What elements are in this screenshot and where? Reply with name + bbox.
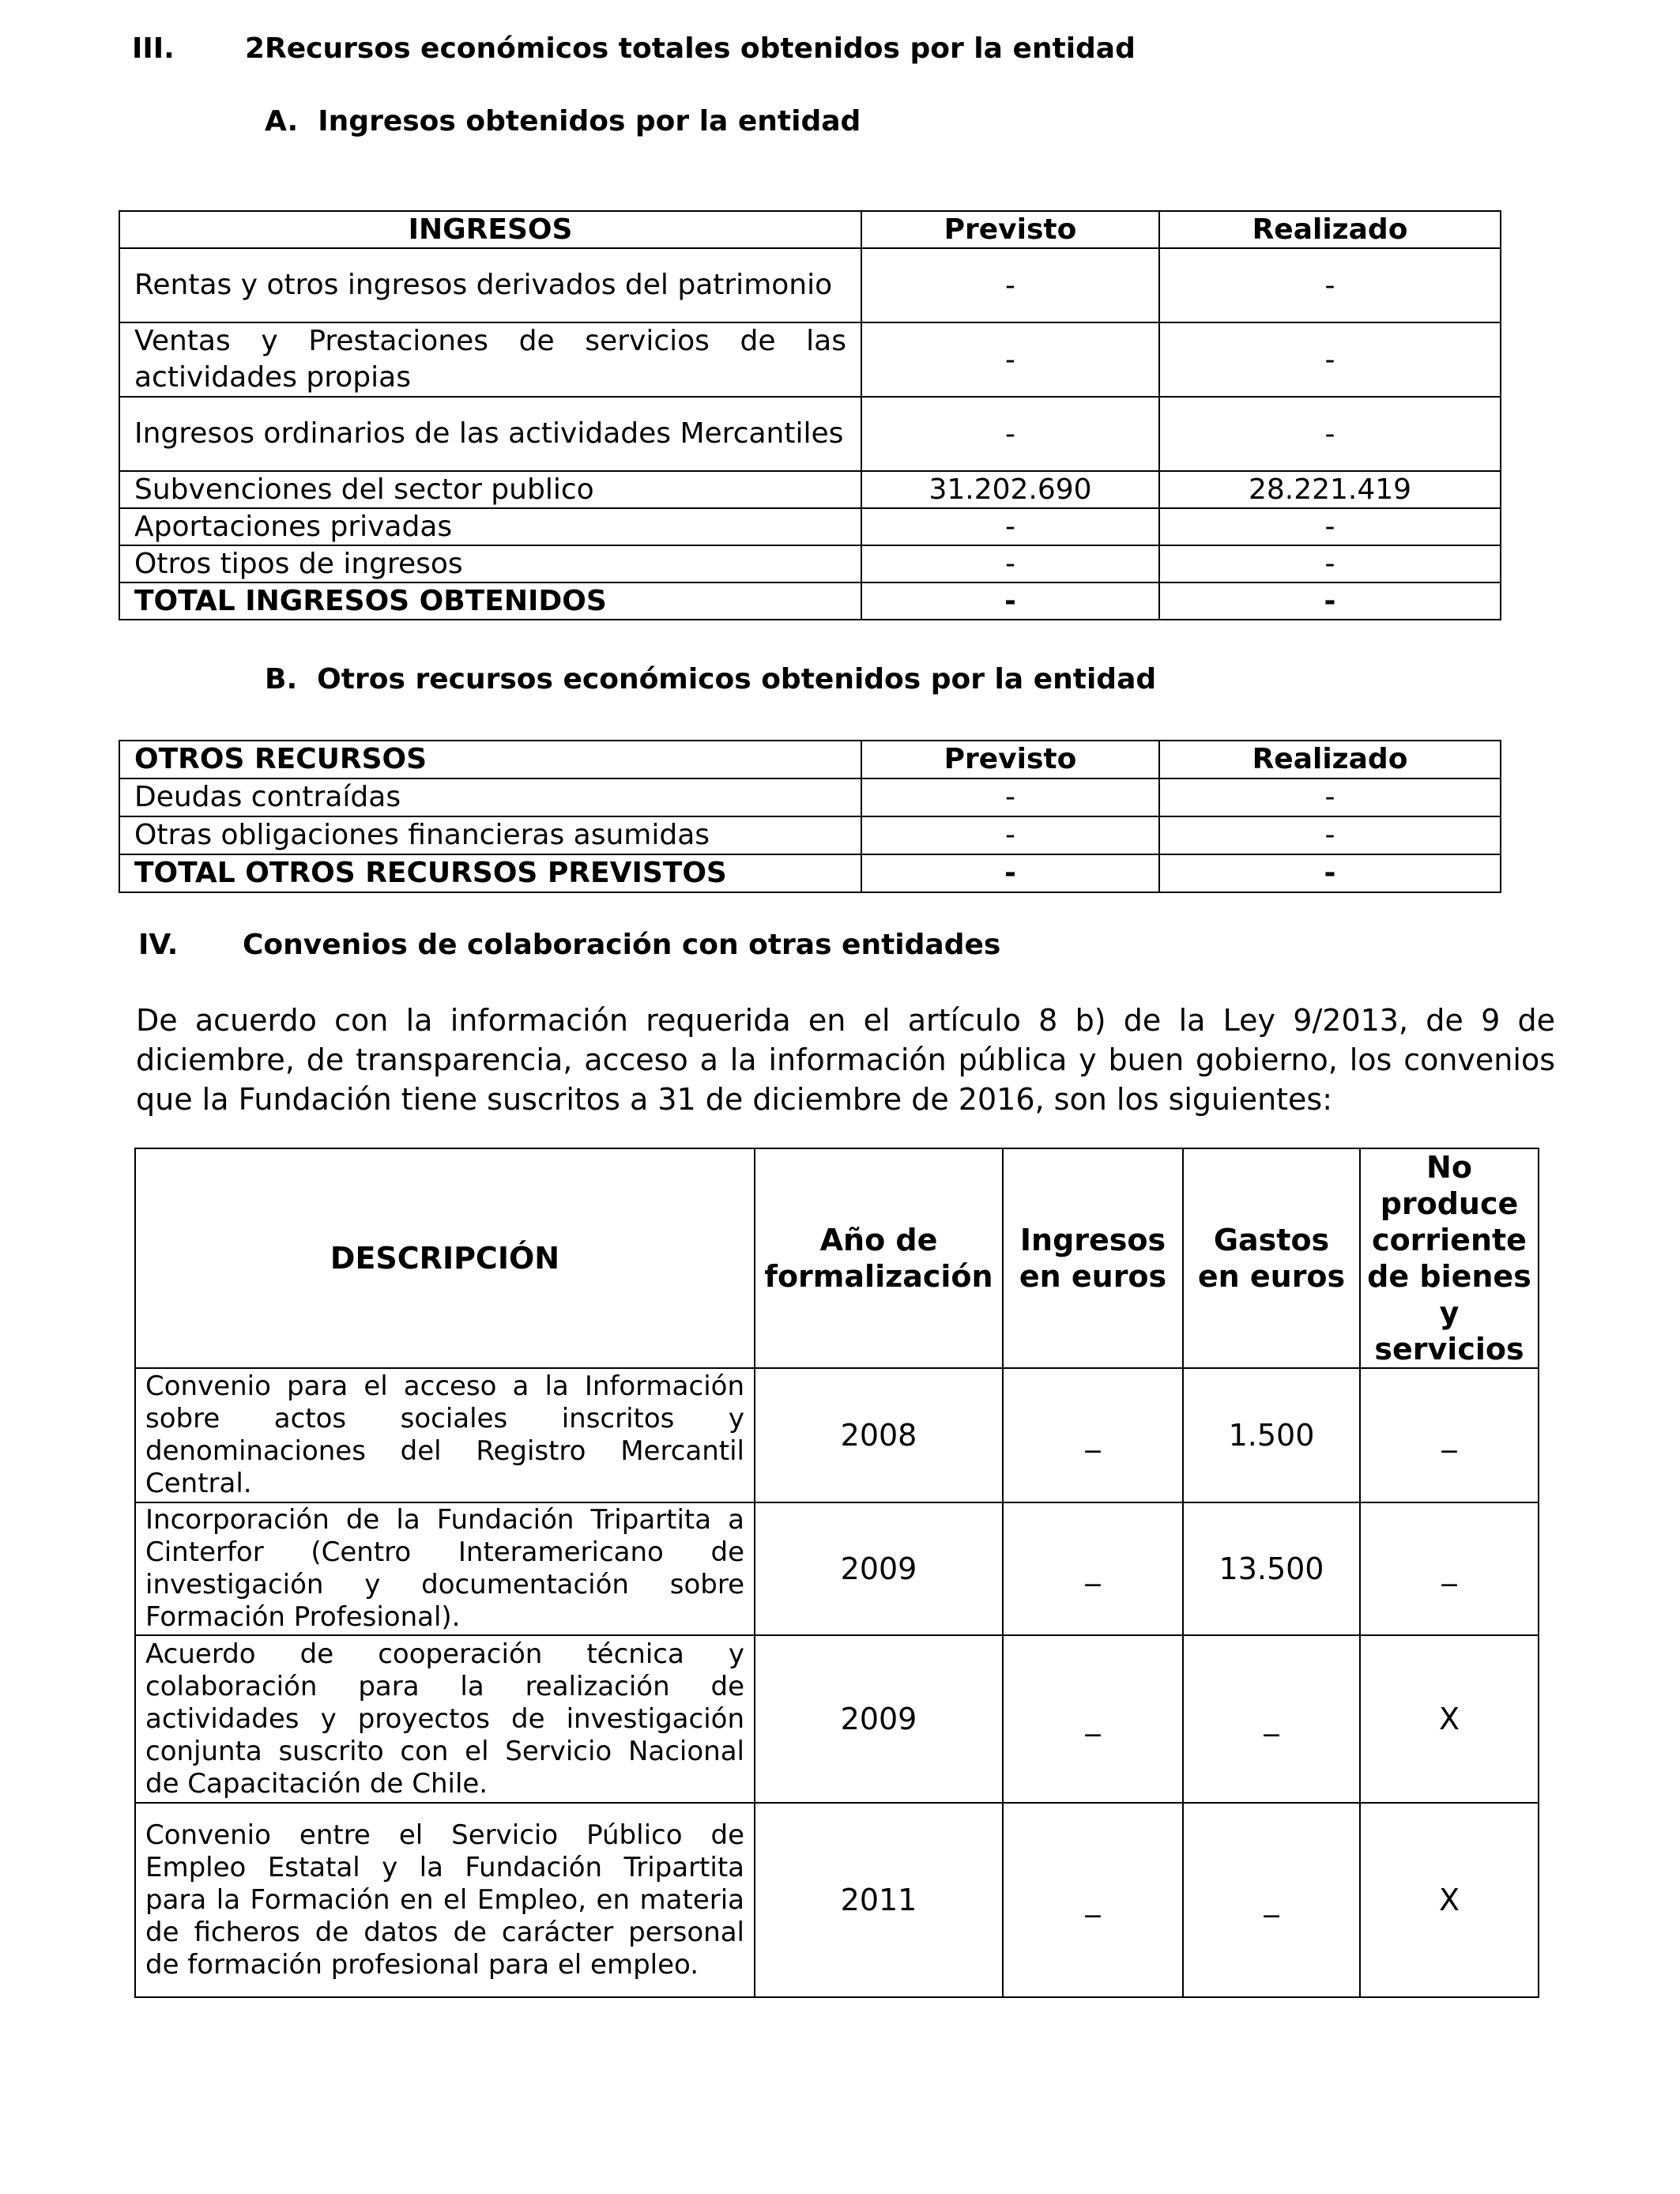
row-gastos: _ [1183,1803,1360,1997]
section-iii-number: III. [132,32,175,65]
row-gastos: 13.500 [1183,1502,1360,1635]
row-realizado: 28.221.419 [1159,471,1501,508]
row-previsto: - [861,545,1159,582]
row-descripcion: Convenio para el acceso a la Información sobre actos sociales inscritos y denominaciones del Registro Mercantil Central. [135,1368,755,1502]
row-label: Otros tipos de ingresos [119,545,861,582]
header-ingresos-euros: Ingresos en euros [1003,1148,1183,1368]
header-previsto: Previsto [861,741,1159,778]
row-previsto: - [861,248,1159,322]
row-realizado: - [1159,397,1501,471]
header-ingresos: INGRESOS [119,211,861,248]
row-previsto: - [861,816,1159,854]
ingresos-table [119,210,1501,620]
section-iii-heading [132,32,1136,66]
total-label: TOTAL OTROS RECURSOS PREVISTOS [119,854,861,892]
section-iv-title: Convenios de colaboración con otras entidades [243,929,1001,961]
row-previsto: - [861,322,1159,397]
row-no-produce: _ [1360,1502,1539,1635]
row-realizado: - [1159,322,1501,397]
header-descripcion: DESCRIPCIÓN [135,1148,755,1368]
section-iii-title: 2Recursos económicos totales obtenidos por la entidad [245,32,1136,65]
header-realizado: Realizado [1159,211,1501,248]
table-header-row [119,741,1501,778]
row-realizado: - [1159,778,1501,816]
row-label: Ventas y Prestaciones de servicios de las actividades propias [119,322,861,397]
table-row [119,816,1501,854]
header-realizado: Realizado [1159,741,1501,778]
table-row [135,1635,1539,1803]
row-label: Ingresos ordinarios de las actividades Mercantiles [119,397,861,471]
total-previsto: - [861,582,1159,620]
row-no-produce: _ [1360,1368,1539,1502]
row-previsto: 31.202.690 [861,471,1159,508]
row-label: Rentas y otros ingresos derivados del patrimonio [119,248,861,322]
row-ingresos: _ [1003,1803,1183,1997]
row-label: Otras obligaciones financieras asumidas [119,816,861,854]
row-realizado: - [1159,816,1501,854]
section-b-heading: B. Otros recursos económicos obtenidos por la entidad [265,663,1157,696]
otros-recursos-table [119,740,1501,893]
row-previsto: - [861,397,1159,471]
row-ingresos: _ [1003,1502,1183,1635]
row-descripcion: Incorporación de la Fundación Tripartita a Cinterfor (Centro Interamericano de investigación y documentación sobre Formación Profesional). [135,1502,755,1635]
table-header-row [119,211,1501,248]
table-row [119,778,1501,816]
row-label: Subvenciones del sector publico [119,471,861,508]
row-no-produce: X [1360,1803,1539,1997]
row-gastos: 1.500 [1183,1368,1360,1502]
header-otros-recursos: OTROS RECURSOS [119,741,861,778]
table-row [119,471,1501,508]
total-row [119,854,1501,892]
row-ano: 2009 [755,1502,1003,1635]
row-ingresos: _ [1003,1635,1183,1803]
convenios-paragraph: De acuerdo con la información requerida en el artículo 8 b) de la Ley 9/2013, de 9 de diciembre, de transparencia, acceso a la información pública y buen gobierno, los convenios que la Fundación tiene suscritos a 31 de diciembre de 2016, son los siguientes: [136,1003,1555,1117]
header-gastos-euros: Gastos en euros [1183,1148,1360,1368]
row-label: Deudas contraídas [119,778,861,816]
table-row [119,248,1501,322]
total-realizado: - [1159,854,1501,892]
table-header-row [135,1148,1539,1368]
table-row [119,545,1501,582]
row-realizado: - [1159,508,1501,545]
table-row [135,1368,1539,1502]
convenios-table [134,1148,1539,1998]
header-no-produce-corriente: No produce corriente de bienes y servicios [1360,1148,1539,1368]
row-ano: 2009 [755,1635,1003,1803]
total-previsto: - [861,854,1159,892]
total-realizado: - [1159,582,1501,620]
row-gastos: _ [1183,1635,1360,1803]
row-realizado: - [1159,545,1501,582]
table-row [119,322,1501,397]
row-ano: 2011 [755,1803,1003,1997]
row-descripcion: Acuerdo de cooperación técnica y colaboración para la realización de actividades y proyectos de investigación conjunta suscrito con el Servicio Nacional de Capacitación de Chile. [135,1635,755,1803]
row-previsto: - [861,778,1159,816]
row-previsto: - [861,508,1159,545]
section-iv-heading [138,928,1000,963]
total-label: TOTAL INGRESOS OBTENIDOS [119,582,861,620]
row-ingresos: _ [1003,1368,1183,1502]
header-ano-formalizacion: Año de formalización [755,1148,1003,1368]
row-label: Aportaciones privadas [119,508,861,545]
total-row [119,582,1501,620]
table-row [119,397,1501,471]
row-realizado: - [1159,248,1501,322]
section-iv-number: IV. [138,929,179,961]
row-no-produce: X [1360,1635,1539,1803]
row-descripcion: Convenio entre el Servicio Público de Empleo Estatal y la Fundación Tripartita para la Formación en el Empleo, en materia de ficheros de datos de carácter personal de formación profesional para el empleo. [135,1803,755,1997]
section-a-heading: A. Ingresos obtenidos por la entidad [265,105,861,138]
table-row [135,1803,1539,1997]
table-row [135,1502,1539,1635]
row-ano: 2008 [755,1368,1003,1502]
table-row [119,508,1501,545]
header-previsto: Previsto [861,211,1159,248]
